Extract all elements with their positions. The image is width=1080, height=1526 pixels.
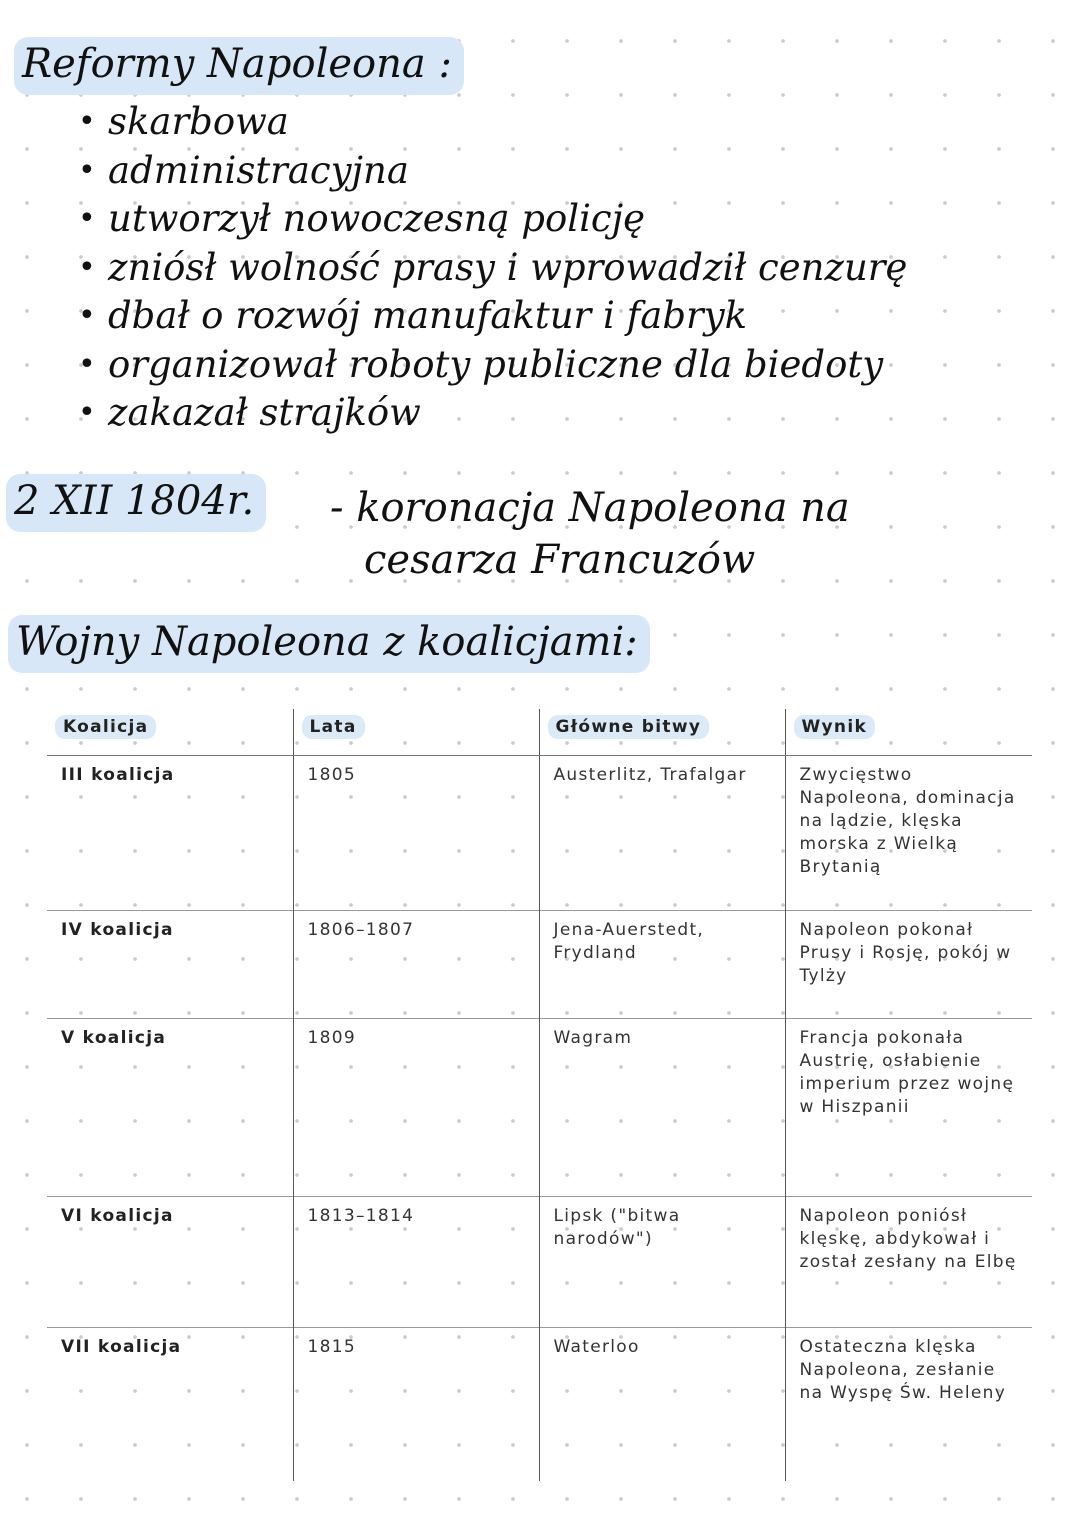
- coronation-description: [330, 482, 850, 586]
- reform-item: • dbał o rozwój manufaktur i fabryk: [78, 292, 907, 341]
- column-header-koalicja: Koalicja: [47, 709, 293, 756]
- table-row: [47, 1019, 1032, 1197]
- cell-lata: 1815: [293, 1328, 539, 1481]
- reform-item: • administracyjna: [78, 147, 907, 196]
- cell-koalicja: VII koalicja: [61, 1337, 182, 1357]
- reforms-list: [78, 98, 907, 438]
- reform-item: • skarbowa: [78, 98, 907, 147]
- coronation-date-text: 2 XII 1804r.: [6, 474, 266, 532]
- cell-lata: 1805: [293, 756, 539, 911]
- table-row: [47, 911, 1032, 1019]
- cell-wynik: Ostateczna klęska Napoleona, zesłanie na Wyspę Św. Heleny: [785, 1328, 1032, 1481]
- reform-item: • zniósł wolność prasy i wprowadził cenzurę: [78, 244, 907, 293]
- reforms-heading: [14, 41, 464, 87]
- reform-item: • zakazał strajków: [78, 389, 907, 438]
- column-header-bitwy: Główne bitwy: [539, 709, 785, 756]
- column-header-lata: Lata: [293, 709, 539, 756]
- column-header-wynik: Wynik: [785, 709, 1032, 756]
- table-row: [47, 756, 1032, 911]
- reform-item: • organizował roboty publiczne dla biedoty: [78, 341, 907, 390]
- coalitions-table: [47, 709, 1032, 1481]
- cell-wynik: Zwycięstwo Napoleona, dominacja na lądzie, klęska morska z Wielką Brytanią: [785, 756, 1032, 911]
- cell-lata: 1806–1807: [293, 911, 539, 1019]
- cell-wynik: Napoleon poniósł klęskę, abdykował i został zesłany na Elbę: [785, 1197, 1032, 1328]
- cell-lata: 1813–1814: [293, 1197, 539, 1328]
- wars-heading: [8, 619, 650, 665]
- cell-koalicja: VI koalicja: [61, 1206, 174, 1226]
- coronation-line-2: cesarza Francuzów: [364, 537, 756, 583]
- table-header-row: [47, 709, 1032, 756]
- cell-koalicja: V koalicja: [61, 1028, 167, 1048]
- cell-lata: 1809: [293, 1019, 539, 1197]
- table-row: [47, 1197, 1032, 1328]
- cell-wynik: Napoleon pokonał Prusy i Rosję, pokój w Tylży: [785, 911, 1032, 1019]
- cell-bitwy: Austerlitz, Trafalgar: [539, 756, 785, 911]
- cell-bitwy: Wagram: [539, 1019, 785, 1197]
- coronation-date: [6, 478, 266, 524]
- cell-koalicja: IV koalicja: [61, 920, 174, 940]
- reforms-heading-text: Reformy Napoleona :: [14, 37, 464, 95]
- table-row: [47, 1328, 1032, 1481]
- cell-koalicja: III koalicja: [61, 765, 175, 785]
- cell-bitwy: Lipsk ("bitwa narodów"): [539, 1197, 785, 1328]
- cell-bitwy: Jena-Auerstedt, Frydland: [539, 911, 785, 1019]
- cell-wynik: Francja pokonała Austrię, osłabienie imperium przez wojnę w Hiszpanii: [785, 1019, 1032, 1197]
- cell-bitwy: Waterloo: [539, 1328, 785, 1481]
- coronation-line-1: - koronacja Napoleona na: [330, 485, 850, 531]
- wars-heading-text: Wojny Napoleona z koalicjami:: [8, 615, 650, 673]
- reform-item: • utworzył nowoczesną policję: [78, 195, 907, 244]
